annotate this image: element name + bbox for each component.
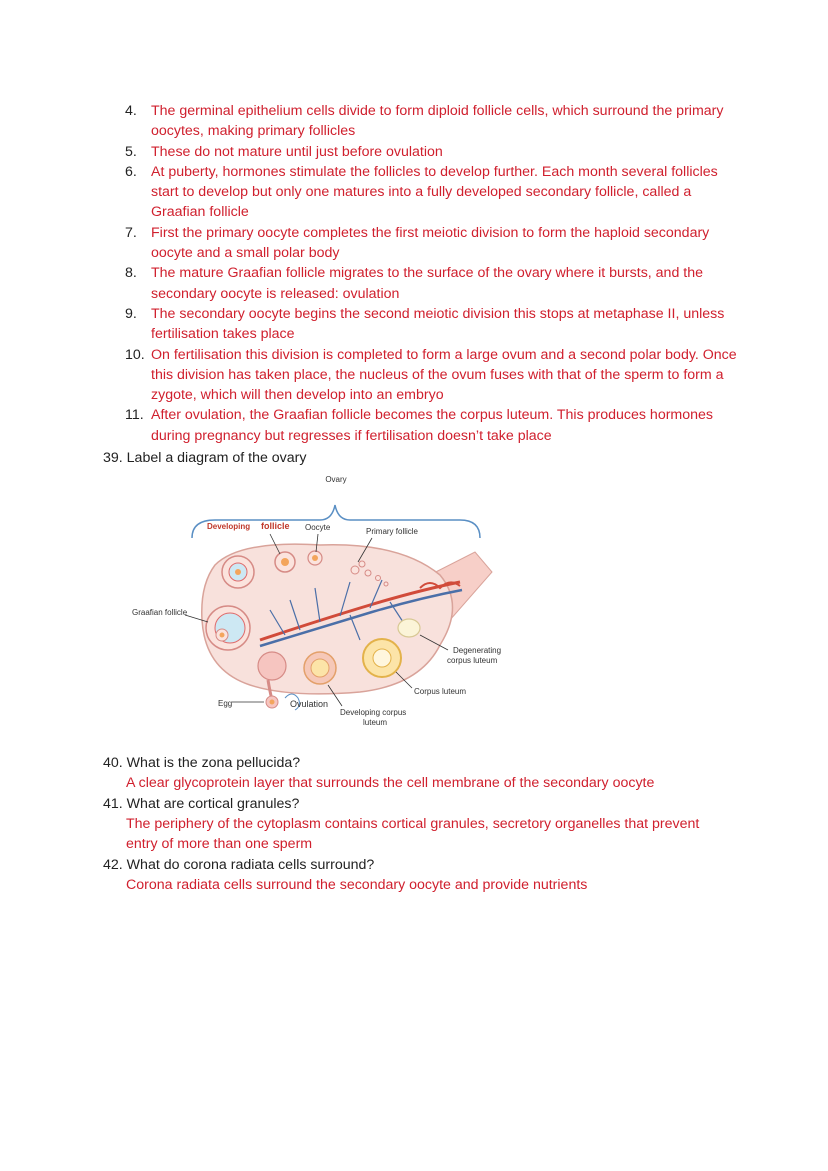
label-developing: Developing [207,522,251,531]
item-text: The mature Graafian follicle migrates to the surface of the ovary where it bursts, and the secondary oocyte is released: ovulation [151,265,704,302]
label-oocyte: Oocyte [305,523,331,532]
label-primary-follicle: Primary follicle [366,527,419,536]
label-degenerating-2: corpus luteum [447,656,498,665]
question-39: 39. Label a diagram of the ovary [103,450,307,466]
answer-41: The periphery of the cytoplasm contains cortical granules, secretory organelles that prevent entry of more than one sperm [126,816,700,853]
label-ovulation: Ovulation [290,699,329,709]
answer-40: A clear glycoprotein layer that surrounds the cell membrane of the secondary oocyte [126,775,655,791]
item-number: 10. [125,346,145,363]
question-42: 42. What do corona radiata cells surround? [103,857,375,873]
item-number: 5. [125,143,137,160]
item-text: The germinal epithelium cells divide to form diploid follicle cells, which surround the primary oocytes, making primary follicles [151,103,724,140]
ovary-diagram [120,470,520,735]
item-text: On fertilisation this division is completed to form a large ovum and a second polar body. Once this division has taken place, the nucleus of the ovum fuses with that of the sperm to form a zygote, which will then develop into an embryo [151,346,737,404]
question-41: 41. What are cortical granules? [103,796,300,812]
item-text: The secondary oocyte begins the second meiotic division this stops at metaphase II, unless fertilisation takes place [151,305,725,343]
label-graafian-follicle: Graafian follicle [132,608,188,617]
list-item [125,405,740,446]
item-number: 6. [125,163,137,180]
question-40: 40. What is the zona pellucida? [103,755,301,771]
item-number: 7. [125,224,137,241]
list-item [125,223,740,264]
item-text: After ovulation, the Graafian follicle becomes the corpus luteum. This produces hormones during pregnancy but regresses if fertilisation doesn’t take place [151,407,714,444]
label-developing-cl-2: luteum [363,718,388,727]
item-text: First the primary oocyte completes the first meiotic division to form the haploid secondary oocyte and a small polar body [151,224,710,262]
label-developing-cl-1: Developing corpus [340,708,407,717]
label-degenerating-1: Degenerating [453,646,502,655]
list-item [125,142,740,162]
list-item [125,263,740,304]
item-number: 9. [125,305,137,322]
item-text: At puberty, hormones stimulate the follicles to develop further. Each month several follicles start to develop but only one matures into a fully developed secondary follicle, called a Graafian follicle [151,163,718,221]
list-item [125,304,740,345]
list-item [125,162,740,223]
label-ovary: Ovary [325,475,347,484]
list-item [125,345,740,406]
item-number: 4. [125,103,137,119]
answer-42: Corona radiata cells surround the secondary oocyte and provide nutrients [126,877,588,893]
numbered-steps-list [125,101,740,446]
item-text: These do not mature until just before ovulation [151,143,443,160]
item-number: 8. [125,265,137,282]
label-follicle: follicle [261,521,290,531]
item-number: 11. [125,407,144,424]
label-egg: Egg [218,699,233,708]
label-corpus-luteum: Corpus luteum [414,687,467,696]
list-item [125,101,740,142]
